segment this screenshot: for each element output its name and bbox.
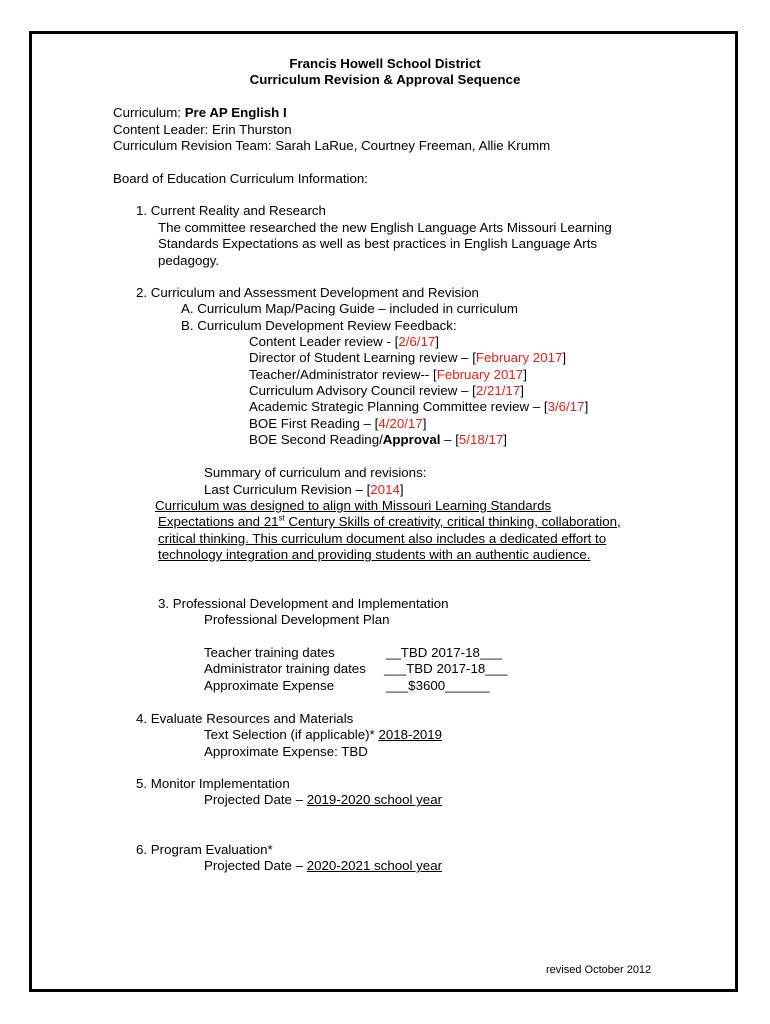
last-revision-date: 2014: [370, 482, 400, 497]
text-selection-value: 2018-2019: [378, 727, 443, 742]
section-6-date: Projected Date – 2020-2021 school year: [204, 858, 443, 873]
district-title: Francis Howell School District: [289, 56, 481, 71]
section-1-heading: 1. Current Reality and Research: [136, 203, 326, 218]
summary-text-line: critical thinking. This curriculum document also includes a dedicated effort to: [158, 531, 607, 546]
resources-expense: Approximate Expense: TBD: [204, 744, 368, 759]
section-2-heading: 2. Curriculum and Assessment Development and Revision: [136, 285, 479, 300]
review-item: Curriculum Advisory Council review – [2/21/17]: [249, 383, 524, 398]
text-selection: Text Selection (if applicable)* 2018-2019: [204, 727, 443, 742]
pd-row-value: ___$3600______: [386, 678, 490, 693]
pd-row-value: __TBD 2017-18___: [386, 645, 503, 660]
last-revision: Last Curriculum Revision – [2014]: [204, 482, 404, 497]
summary-label: Summary of curriculum and revisions:: [204, 465, 427, 480]
pd-row-value: ___TBD 2017-18___: [384, 661, 508, 676]
section-5-date: Projected Date – 2019-2020 school year: [204, 792, 443, 807]
summary-text-line: technology integration and providing students with an authentic audience.: [158, 547, 591, 562]
review-item-boe-second: BOE Second Reading/Approval – [5/18/17]: [249, 432, 507, 447]
section-5-heading: 5. Monitor Implementation: [136, 776, 290, 791]
revision-team: Curriculum Revision Team: Sarah LaRue, Courtney Freeman, Allie Krumm: [113, 138, 551, 153]
projected-date-value: 2019-2020 school year: [306, 792, 443, 807]
section-2-item-b: B. Curriculum Development Review Feedback:: [181, 318, 457, 333]
review-date: 2/21/17: [475, 383, 521, 398]
review-item: Content Leader review - [2/6/17]: [249, 334, 439, 349]
board-heading: Board of Education Curriculum Information:: [113, 171, 368, 186]
projected-date-value: 2020-2021 school year: [306, 858, 443, 873]
review-date: 4/20/17: [378, 416, 423, 431]
section-1-line: The committee researched the new English Language Arts Missouri Learning: [158, 220, 612, 235]
sequence-title: Curriculum Revision & Approval Sequence: [249, 72, 521, 87]
review-item: Director of Student Learning review – [February 2017]: [249, 350, 567, 365]
content-leader: Content Leader: Erin Thurston: [113, 122, 292, 137]
review-item: Teacher/Administrator review-- [February 2017]: [249, 367, 527, 382]
review-item: Academic Strategic Planning Committee review – [3/6/17]: [249, 399, 589, 414]
section-3-heading: 3. Professional Development and Implementation: [158, 596, 449, 611]
summary-text-line: Curriculum was designed to align with Missouri Learning Standards: [155, 498, 552, 513]
section-6-heading: 6. Program Evaluation*: [136, 842, 273, 857]
pd-row-label: Administrator training dates: [204, 661, 366, 676]
review-date: 5/18/17: [458, 432, 504, 447]
review-item: BOE First Reading – [4/20/17]: [249, 416, 427, 431]
pd-plan: Professional Development Plan: [204, 612, 390, 627]
section-4-heading: 4. Evaluate Resources and Materials: [136, 711, 354, 726]
review-date: 2/6/17: [398, 334, 436, 349]
section-1-line: Standards Expectations as well as best practices in English Language Arts: [158, 236, 598, 251]
review-date: February 2017: [475, 350, 563, 365]
curriculum-label: Curriculum:: [113, 105, 181, 120]
summary-text-line: Expectations and 21st Century Skills of creativity, critical thinking, collaboration,: [158, 513, 621, 529]
approval-label: Approval: [382, 432, 441, 447]
review-date: 3/6/17: [547, 399, 585, 414]
curriculum-line: [113, 105, 287, 121]
section-1-line: pedagogy.: [158, 253, 220, 268]
pd-row-label: Teacher training dates: [204, 645, 335, 660]
section-2-item-a: A. Curriculum Map/Pacing Guide – included in curriculum: [181, 301, 518, 316]
pd-row-label: Approximate Expense: [204, 678, 335, 693]
review-date: February 2017: [436, 367, 524, 382]
footer-revised: revised October 2012: [546, 964, 652, 976]
curriculum-value: Pre AP English I: [184, 105, 287, 120]
